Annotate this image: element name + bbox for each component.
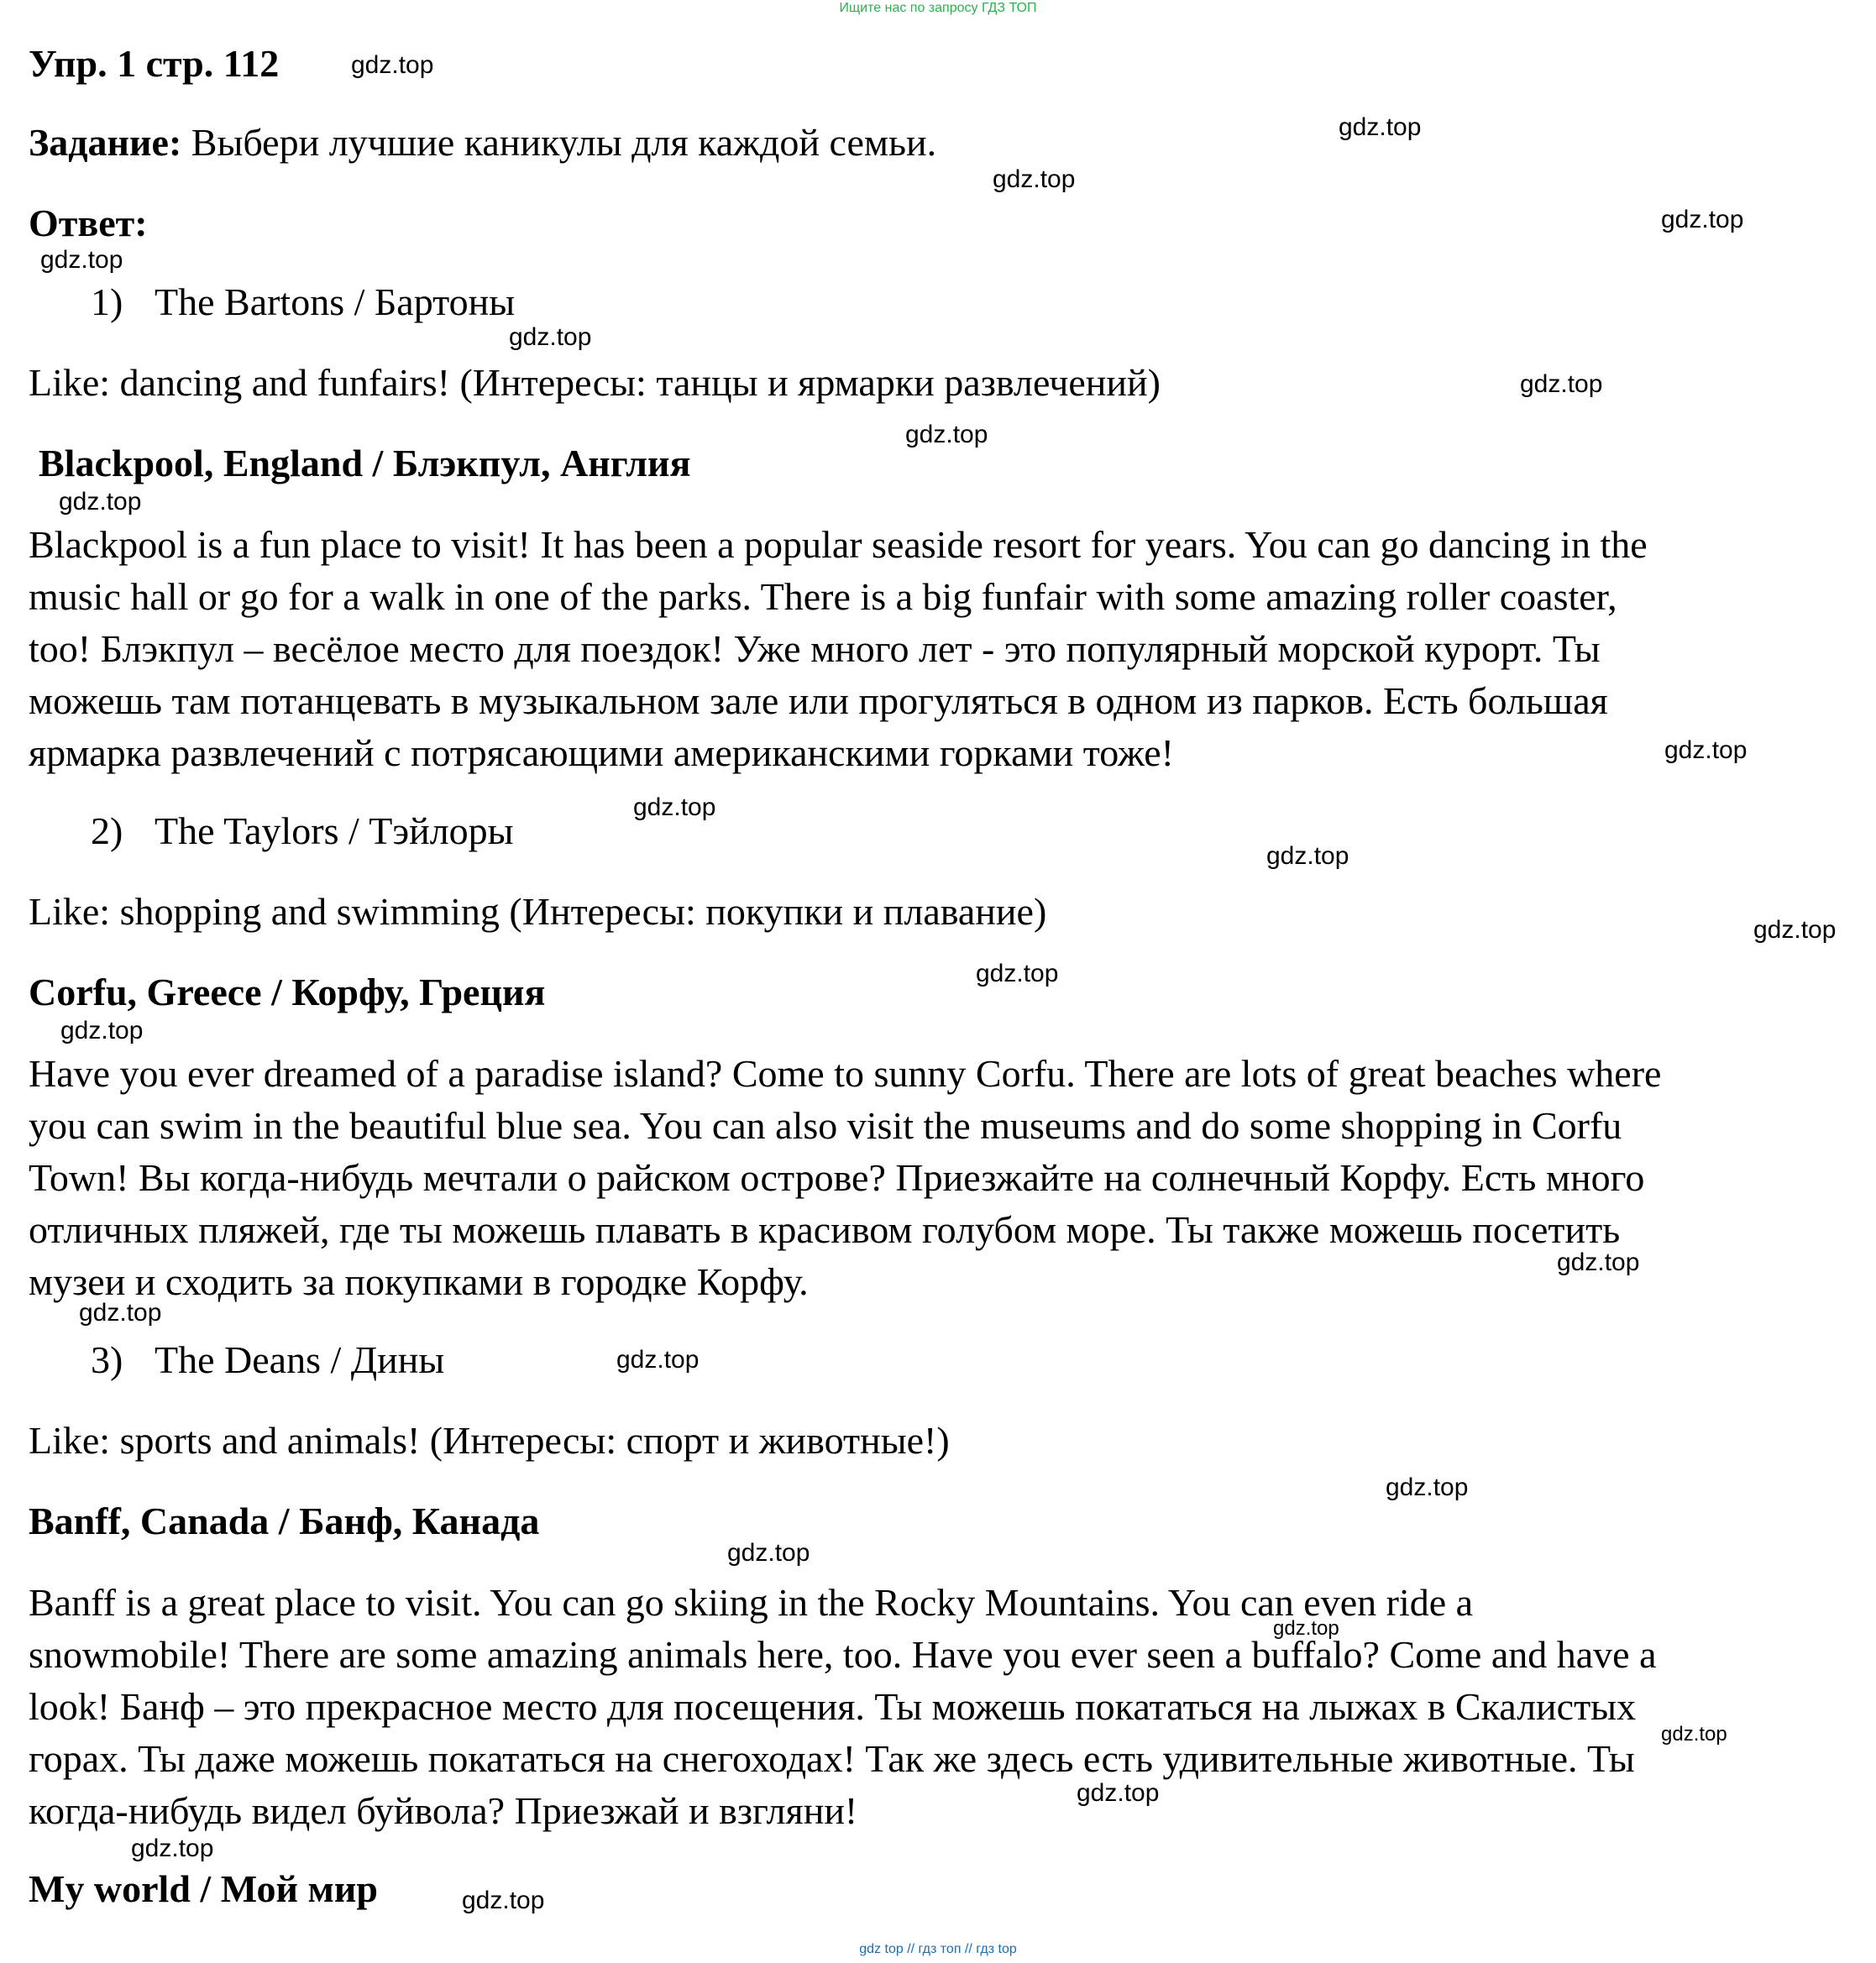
- watermark: gdz.top: [79, 1299, 162, 1327]
- family-number: 1): [91, 280, 123, 323]
- watermark: gdz.top: [1520, 370, 1603, 398]
- text-line: look! Банф – это прекрасное место для посещения. Ты можешь покататься на лыжах в Скалистых: [29, 1685, 1637, 1728]
- watermark: gdz.top: [1339, 113, 1422, 141]
- bottom-banner[interactable]: gdz top // гдз топ // гдз top: [859, 1942, 1017, 1956]
- watermark: gdz.top: [1661, 206, 1744, 233]
- family-2: [91, 808, 514, 855]
- text-line: too! Блэкпул – весёлое место для поездок! Уже много лет - это популярный морской курорт. Ты: [29, 627, 1601, 670]
- watermark: gdz.top: [131, 1835, 214, 1862]
- watermark: gdz.top: [59, 488, 142, 516]
- like-1: Like: dancing and funfairs! (Интересы: танцы и ярмарки развлечений): [29, 361, 1161, 404]
- watermark: gdz.top: [1386, 1474, 1469, 1501]
- watermark: gdz.top: [40, 246, 123, 274]
- text-line: можешь там потанцевать в музыкальном зале или прогуляться в одном из парков. Есть большая: [29, 679, 1608, 722]
- watermark: gdz.top: [993, 165, 1076, 193]
- destination-text-3: [29, 1577, 1842, 1837]
- watermark: gdz.top: [1266, 842, 1349, 870]
- watermark: gdz.top: [351, 51, 434, 79]
- watermark: gdz.top: [1661, 1723, 1727, 1746]
- text-line: Blackpool is a fun place to visit! It has been a popular seaside resort for years. You can go dancing in the: [29, 523, 1648, 566]
- text-line: отличных пляжей, где ты можешь плавать в красивом голубом море. Ты также можешь посетить: [29, 1208, 1621, 1251]
- destination-heading-2: Corfu, Greece / Корфу, Греция: [29, 971, 546, 1013]
- family-number: 2): [91, 809, 123, 852]
- watermark: gdz.top: [905, 421, 988, 448]
- family-number: 3): [91, 1338, 123, 1381]
- text-line: you can swim in the beautiful blue sea. You can also visit the museums and do some shopping in Corfu: [29, 1104, 1622, 1147]
- watermark: gdz.top: [1753, 916, 1837, 944]
- text-line: горах. Ты даже можешь покататься на снегоходах! Так же здесь есть удивительные животные. Ты: [29, 1737, 1635, 1780]
- family-name: The Taylors / Тэйлоры: [155, 809, 514, 852]
- task-label: Задание:: [29, 121, 182, 164]
- watermark: gdz.top: [616, 1346, 700, 1374]
- text-line: Banff is a great place to visit. You can go skiing in the Rocky Mountains. You can even ride a: [29, 1581, 1474, 1624]
- watermark: gdz.top: [1273, 1617, 1339, 1640]
- watermark: gdz.top: [976, 960, 1059, 987]
- watermark: gdz.top: [509, 323, 592, 351]
- watermark: gdz.top: [462, 1887, 545, 1914]
- family-3: [91, 1337, 444, 1384]
- family-1: [91, 279, 515, 326]
- text-line: music hall or go for a walk in one of the parks. There is a big funfair with some amazing roller coaster,: [29, 575, 1617, 618]
- watermark: gdz.top: [727, 1539, 810, 1567]
- destination-heading-1: Blackpool, England / Блэкпул, Англия: [39, 442, 691, 484]
- text-line: музеи и сходить за покупками в городке Корфу.: [29, 1260, 809, 1303]
- family-name: The Deans / Дины: [155, 1338, 445, 1381]
- family-name: The Bartons / Бартоны: [155, 280, 516, 323]
- task-text: Выбери лучшие каникулы для каждой семьи.: [181, 121, 937, 164]
- like-2: Like: shopping and swimming (Интересы: покупки и плавание): [29, 890, 1047, 933]
- page-title: Упр. 1 стр. 112: [29, 42, 280, 85]
- like-3: Like: sports and animals! (Интересы: спорт и животные!): [29, 1419, 950, 1462]
- closing-heading: My world / Мой мир: [29, 1867, 378, 1910]
- task: [29, 119, 936, 166]
- text-line: Town! Вы когда-нибудь мечтали о райском острове? Приезжайте на солнечный Корфу. Есть много: [29, 1156, 1645, 1199]
- watermark: gdz.top: [1077, 1779, 1160, 1807]
- watermark: gdz.top: [1557, 1248, 1640, 1276]
- text-line: Have you ever dreamed of a paradise island? Come to sunny Corfu. There are lots of great beaches where: [29, 1052, 1662, 1095]
- answer-label: Ответ:: [29, 202, 148, 244]
- text-line: когда-нибудь видел буйвола? Приезжай и взгляни!: [29, 1789, 858, 1832]
- watermark: gdz.top: [633, 793, 716, 821]
- watermark: gdz.top: [1664, 736, 1748, 764]
- text-line: ярмарка развлечений с потрясающими американскими горками тоже!: [29, 731, 1174, 774]
- top-banner[interactable]: Ищите нас по запросу ГДЗ ТОП: [839, 1, 1037, 15]
- destination-heading-3: Banff, Canada / Банф, Канада: [29, 1500, 540, 1542]
- destination-text-1: [29, 519, 1842, 779]
- watermark: gdz.top: [60, 1017, 144, 1044]
- text-line: snowmobile! There are some amazing animals here, too. Have you ever seen a buffalo? Come and have a: [29, 1633, 1657, 1676]
